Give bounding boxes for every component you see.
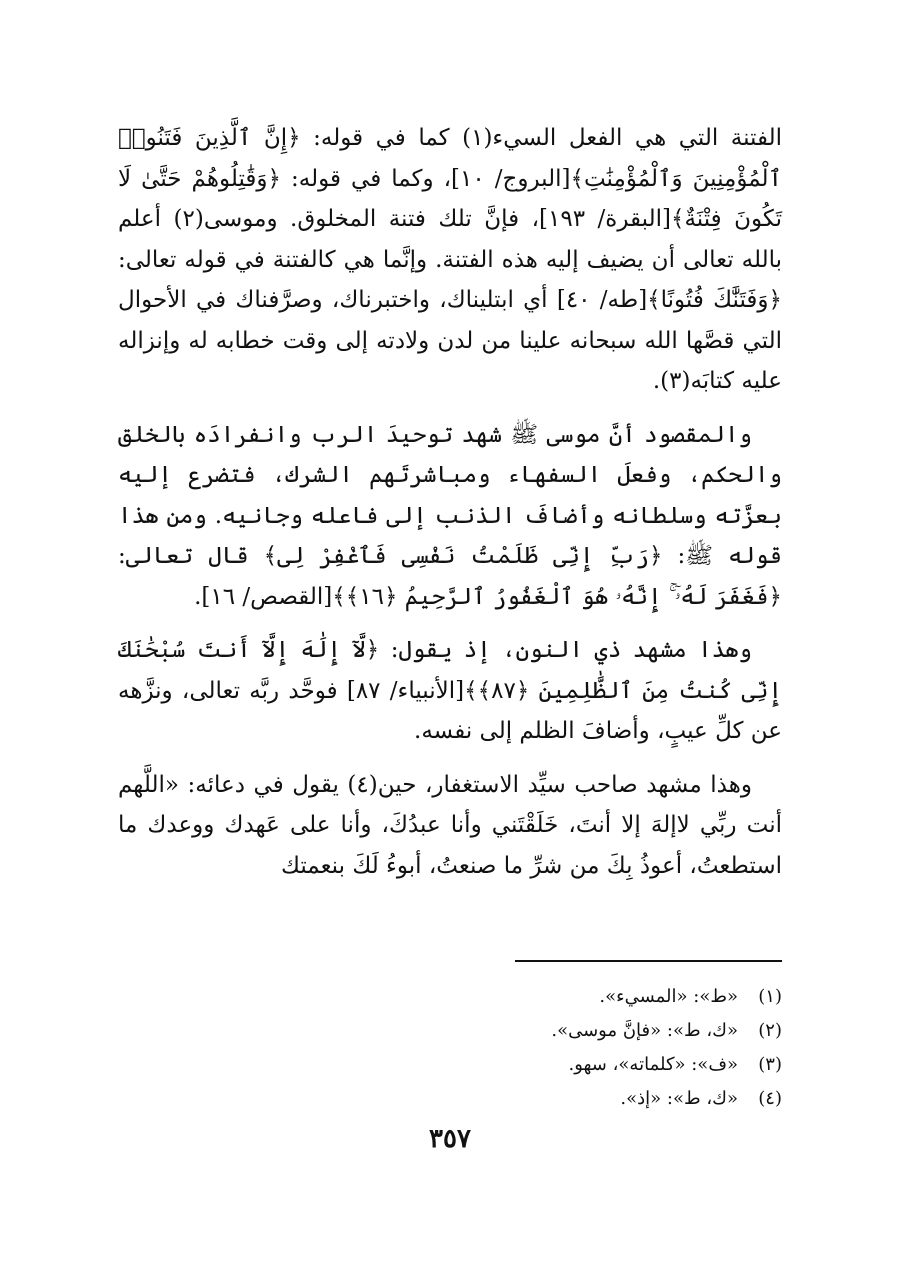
- footnote-number: (٤): [758, 1088, 782, 1109]
- paragraph-2: والمقصود أنَّ موسى ﷺ شهد توحيدَ الرب وانفرادَه بالخلق والحكم، وفعلَ السفهاء ومباشرتَهم الشرك، فتضرع إليه بعزَّته وسلطانه وأضافَ الذنب إلى فاعله وجانيه. ومن هذا قوله ﷺ: ﴿رَبِّ إِنِّى ظَلَمْتُ نَفْسِى فَٱغْفِرْ لِى﴾ قال تعالى: ﴿فَغَفَرَ لَهُۥٓ ۚ إِنَّهُۥ هُوَ ٱلْغَفُورُ ٱلرَّحِيمُ ﴿١٦﴾﴾[القصص/ ١٦].: [118, 421, 782, 610]
- footnote-text: «ك، ط»: «فإنَّ موسى».: [551, 1020, 738, 1041]
- footnote-text: «ف»: «كلماته»، سهو.: [568, 1054, 738, 1075]
- footnote-text: «ك، ط»: «إذ».: [620, 1088, 738, 1109]
- footnote-divider: [515, 960, 782, 962]
- paragraph-1: الفتنة التي هي الفعل السيء(١) كما في قوله: ﴿إِنَّ ٱلَّذِينَ فَتَنُوا۟ ٱلْمُؤْمِنِينَ وَٱلْمُؤْمِنَٰتِ﴾[البروج/ ١٠]، وكما في قوله: ﴿وَقَٰتِلُوهُمْ حَتَّىٰ لَا تَكُونَ فِتْنَةٌ﴾[البقرة/ ١٩٣]، فإنَّ تلك فتنة المخلوق. وموسى(٢) أعلم بالله تعالى أن يضيف إليه هذه الفتنة. وإنَّما هي كالفتنة في قوله تعالى: ﴿وَفَتَنَّٰكَ فُتُونًا﴾[طه/ ٤٠] أي ابتليناك، واختبرناك، وصرَّفناك في الأحوال التي قصَّها الله سبحانه علينا من لدن ولادته إلى وقت خطابه له وإنزاله عليه كتابَه(٣).: [118, 125, 782, 394]
- paragraph-3: وهذا مشهد ذي النون، إذ يقول: ﴿لَّآ إِلَٰهَ إِلَّآ أَنتَ سُبْحَٰنَكَ إِنِّى كُنتُ مِنَ ٱلظَّٰلِمِينَ ﴿٨٧﴾﴾[الأنبياء/ ٨٧] فوحَّد ربَّه تعالى، ونزَّهه عن كلِّ عيبٍ، وأضافَ الظلم إلى نفسه.: [118, 637, 782, 744]
- footnote-text: «ط»: «المسيء».: [599, 986, 738, 1007]
- footnotes: [118, 980, 782, 1116]
- footnote-number: (٢): [758, 1020, 782, 1041]
- footnote-number: (٣): [758, 1054, 782, 1075]
- footnote-item: [118, 980, 782, 1014]
- footnote-number: (١): [758, 986, 782, 1007]
- footnote-item: [118, 1014, 782, 1048]
- footnote-item: [118, 1048, 782, 1082]
- main-text: [118, 118, 782, 899]
- footnote-item: [118, 1082, 782, 1116]
- paragraph-4: وهذا مشهد صاحب سيِّد الاستغفار، حين(٤) يقول في دعائه: «اللَّهم أنت ربِّي لاإلهَ إلا أنتَ، خَلَقْتَني وأنا عبدُكَ، وأنا على عَهدك ووعدك ما استطعتُ، أعوذُ بِكَ من شرِّ ما صنعتُ، أبوءُ لَكَ بنعمتك: [118, 771, 782, 879]
- page-number: ٣٥٧: [429, 1124, 471, 1154]
